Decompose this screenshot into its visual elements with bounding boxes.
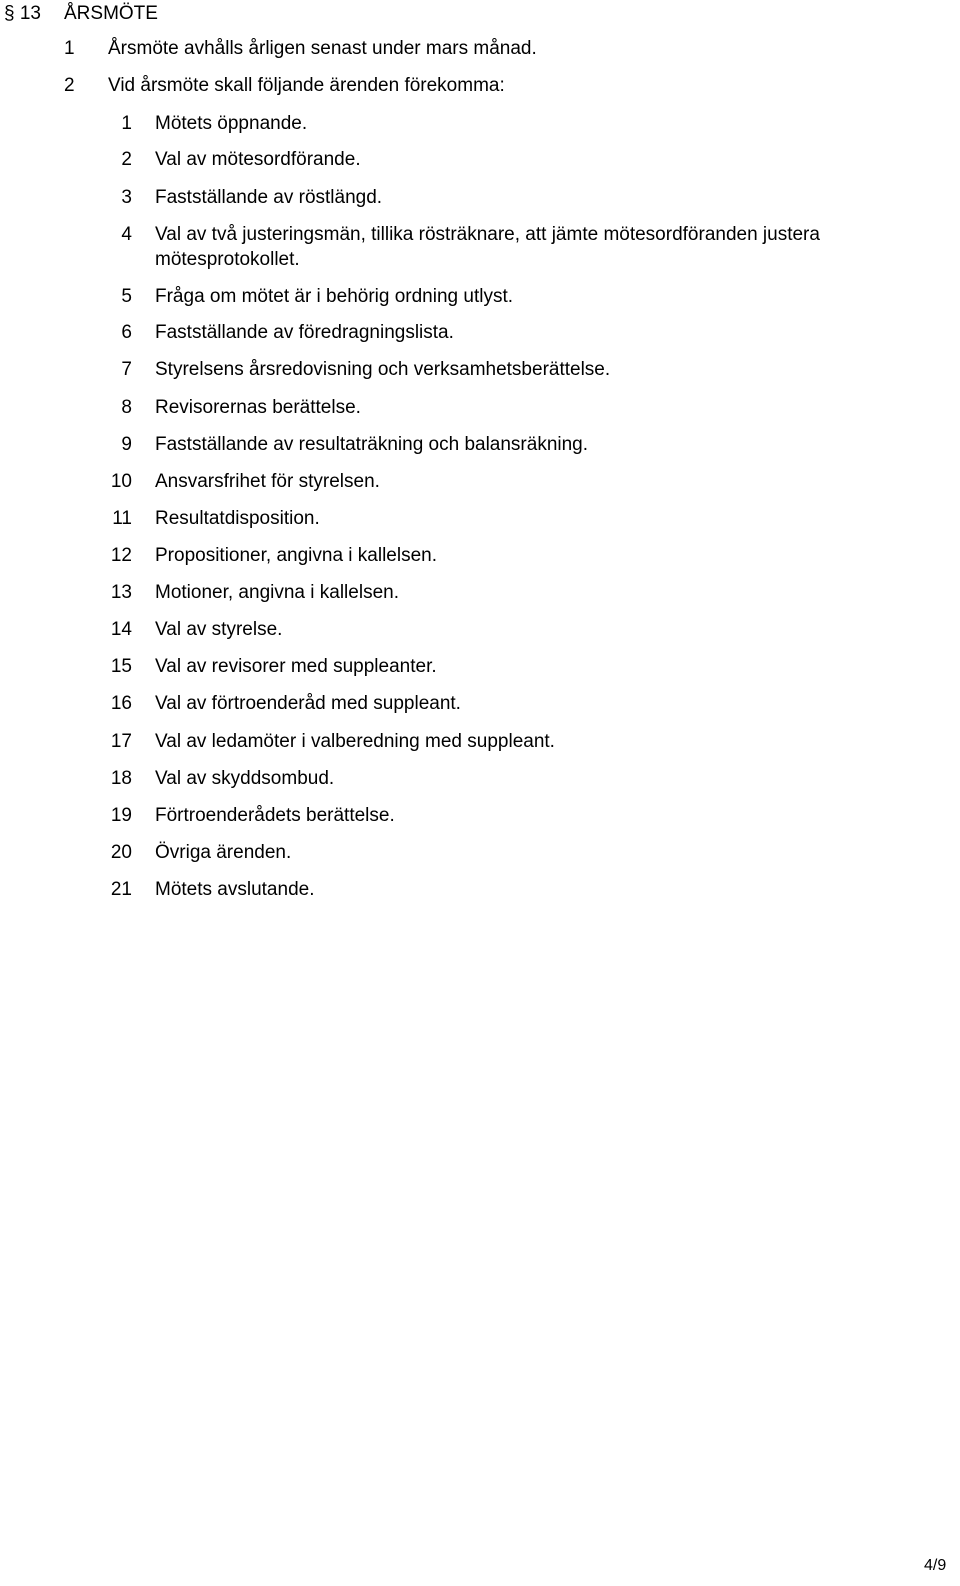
- agenda-item-text: Mötets öppnande.: [155, 113, 308, 134]
- agenda-item-text: Förtroenderådets berättelse.: [155, 805, 395, 826]
- agenda-item-number: 6: [121, 322, 132, 343]
- agenda-item-text: Resultatdisposition.: [155, 508, 320, 529]
- agenda-item-text: Fastställande av föredragningslista.: [155, 322, 454, 343]
- agenda-item-number: 7: [121, 359, 132, 380]
- agenda-item-number: 15: [110, 656, 132, 677]
- page-number: 4/9: [924, 1557, 947, 1574]
- agenda-item-number: 10: [110, 471, 132, 492]
- agenda-item-number: 9: [121, 434, 132, 455]
- agenda-item-text: Val av styrelse.: [155, 619, 283, 640]
- agenda-item-text: Revisorernas berättelse.: [155, 397, 361, 418]
- agenda-item-text: Motioner, angivna i kallelsen.: [155, 582, 399, 603]
- agenda-item-text: Val av mötesordförande.: [155, 149, 361, 170]
- agenda-item-number: 4: [121, 224, 132, 245]
- agenda-item-number: 21: [110, 879, 132, 900]
- rule-item: [0, 72, 900, 100]
- rule-item-text: Vid årsmöte skall följande ärenden förekomma:: [108, 75, 505, 96]
- section-number: [4, 0, 41, 28]
- agenda-item-number: 8: [121, 397, 132, 418]
- agenda-item-text: Övriga ärenden.: [155, 842, 292, 863]
- agenda-item-number: 18: [110, 768, 132, 789]
- agenda-item-text: Ansvarsfrihet för styrelsen.: [155, 471, 380, 492]
- agenda-item-number: 5: [121, 286, 132, 307]
- agenda-item-text: Val av revisorer med suppleanter.: [155, 656, 437, 677]
- agenda-item-number: 1: [121, 113, 132, 134]
- agenda-item-text: Mötets avslutande.: [155, 879, 315, 900]
- agenda-item-text: Val av förtroenderåd med suppleant.: [155, 693, 461, 714]
- section-title: ÅRSMÖTE: [64, 3, 158, 24]
- agenda-item-text: Val av skyddsombud.: [155, 768, 335, 789]
- agenda-item-number: 14: [110, 619, 132, 640]
- section-number-value: 13: [19, 3, 41, 24]
- agenda-item-number: 17: [110, 731, 132, 752]
- agenda-item-number: 3: [121, 187, 132, 208]
- agenda-item-text: Val av två justeringsmän, tillika rösträknare, att jämte mötesordföranden justera mötesprotokollet.: [155, 224, 820, 270]
- agenda-item-number: 13: [110, 582, 132, 603]
- agenda-item-number: 12: [110, 545, 132, 566]
- rule-item: [0, 35, 900, 63]
- agenda-item-number: 16: [110, 693, 132, 714]
- agenda-item-number: 20: [110, 842, 132, 863]
- agenda-item-number: 2: [121, 149, 132, 170]
- agenda-item-number: 11: [112, 508, 132, 529]
- section-symbol: §: [4, 3, 15, 24]
- agenda-item-text: Fråga om mötet är i behörig ordning utlyst.: [155, 286, 514, 307]
- agenda-item-text: Propositioner, angivna i kallelsen.: [155, 545, 438, 566]
- agenda-item-number: 19: [110, 805, 132, 826]
- agenda-item-text: Val av ledamöter i valberedning med suppleant.: [155, 731, 555, 752]
- rule-item-number: 1: [64, 38, 75, 59]
- agenda-item-text: Fastställande av resultaträkning och balansräkning.: [155, 434, 589, 455]
- agenda-item-text: Styrelsens årsredovisning och verksamhetsberättelse.: [155, 359, 611, 380]
- agenda-item-text: Fastställande av röstlängd.: [155, 187, 383, 208]
- rule-item-number: 2: [64, 75, 75, 96]
- rule-item-text: Årsmöte avhålls årligen senast under mars månad.: [108, 38, 537, 59]
